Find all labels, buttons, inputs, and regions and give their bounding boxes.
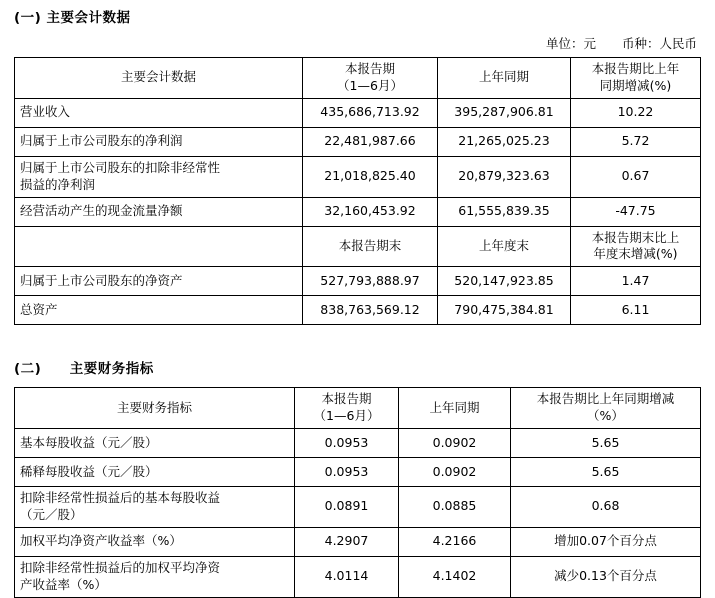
header-cell-previous-period: 上年同期 (399, 388, 511, 429)
row-label (15, 487, 295, 528)
table-subheader-row (15, 226, 701, 267)
row-previous-value: 4.2166 (399, 527, 511, 556)
table-header-row (15, 58, 701, 99)
row-change-value: 10.22 (571, 98, 701, 127)
header-current-line1: 本报告期 (344, 61, 395, 76)
main-accounting-data-table (14, 57, 701, 325)
row-current-value: 527,793,888.97 (303, 267, 438, 296)
header-cell-current-period (295, 388, 399, 429)
row-change-value: 5.65 (511, 429, 701, 458)
header-change-line1: 本报告期比上年 (591, 61, 680, 76)
subheader-change-line1: 本报告期末比上 (591, 229, 680, 245)
header-cell-change (511, 388, 701, 429)
table-row (15, 156, 701, 197)
header-current-line2: （1—6月） (313, 408, 380, 424)
row-label (15, 556, 295, 597)
row-label: 归属于上市公司股东的净资产 (15, 267, 303, 296)
row-previous-value: 61,555,839.35 (438, 197, 571, 226)
table-row (15, 98, 701, 127)
row-label-line2: 产收益率（%） (20, 576, 107, 592)
header-change-line1: 本报告期比上年同期增减 (536, 391, 675, 407)
row-label-line1: 扣除非经常性损益后的基本每股收益 (20, 490, 221, 505)
subheader-cell-period-end: 本报告期末 (303, 226, 438, 267)
row-previous-value: 4.1402 (399, 556, 511, 597)
row-label: 总资产 (15, 296, 303, 325)
row-label: 营业收入 (15, 98, 303, 127)
subheader-change-line2: 年度末增减(%) (593, 246, 678, 262)
table-row (15, 556, 701, 597)
subheader-cell-prev-year-end: 上年度末 (438, 226, 571, 267)
row-change-value: 5.65 (511, 458, 701, 487)
row-label-line1: 归属于上市公司股东的扣除非经常性 (20, 159, 221, 175)
row-current-value: 21,018,825.40 (303, 156, 438, 197)
currency-label: 币种：人民币 (621, 36, 697, 51)
unit-currency-line (0, 34, 697, 52)
table-row (15, 296, 701, 325)
row-label: 经营活动产生的现金流量净额 (15, 197, 303, 226)
row-label: 基本每股收益（元／股） (15, 429, 295, 458)
table-row (15, 527, 701, 556)
row-previous-value: 21,265,025.23 (438, 127, 571, 156)
header-cell-current-period (303, 58, 438, 99)
row-previous-value: 395,287,906.81 (438, 98, 571, 127)
row-current-value: 4.2907 (295, 527, 399, 556)
row-current-value: 22,481,987.66 (303, 127, 438, 156)
row-change-value: 1.47 (571, 267, 701, 296)
row-current-value: 838,763,569.12 (303, 296, 438, 325)
row-current-value: 435,686,713.92 (303, 98, 438, 127)
row-current-value: 4.0114 (295, 556, 399, 597)
header-current-line1: 本报告期 (321, 391, 372, 407)
row-label (15, 156, 303, 197)
row-change-value: 减少0.13个百分点 (511, 556, 701, 597)
row-previous-value: 0.0902 (399, 429, 511, 458)
table-row (15, 487, 701, 528)
row-label-line1: 扣除非经常性损益后的加权平均净资 (20, 559, 221, 575)
document-page (0, 6, 715, 592)
header-cell-metric: 主要会计数据 (15, 58, 303, 99)
row-label-line2: 损益的净利润 (20, 176, 96, 192)
section-spacer (0, 325, 715, 351)
row-current-value: 0.0891 (295, 487, 399, 528)
table-row (15, 197, 701, 226)
row-current-value: 0.0953 (295, 429, 399, 458)
row-change-value: -47.75 (571, 197, 701, 226)
row-previous-value: 0.0902 (399, 458, 511, 487)
row-change-value: 增加0.07个百分点 (511, 527, 701, 556)
header-cell-indicator: 主要财务指标 (15, 388, 295, 429)
section-1-heading: (一) 主要会计数据 (14, 10, 131, 26)
row-previous-value: 20,879,323.63 (438, 156, 571, 197)
table-row (15, 429, 701, 458)
row-change-value: 5.72 (571, 127, 701, 156)
main-financial-indicators-table (14, 387, 701, 597)
table-row (15, 267, 701, 296)
row-previous-value: 790,475,384.81 (438, 296, 571, 325)
row-change-value: 0.67 (571, 156, 701, 197)
table-header-row (15, 388, 701, 429)
row-label: 归属于上市公司股东的净利润 (15, 127, 303, 156)
section-2-title: 主要财务指标 (69, 361, 154, 378)
header-change-line2: 同期增减(%) (599, 77, 672, 93)
header-current-line2: （1—6月） (337, 77, 403, 93)
header-cell-previous-period: 上年同期 (438, 58, 571, 99)
row-previous-value: 0.0885 (399, 487, 511, 528)
header-cell-change (571, 58, 701, 99)
unit-label: 单位：元 (546, 36, 597, 51)
table-row (15, 458, 701, 487)
row-change-value: 0.68 (511, 487, 701, 528)
section-2-heading (14, 357, 715, 377)
row-change-value: 6.11 (571, 296, 701, 325)
row-current-value: 0.0953 (295, 458, 399, 487)
subheader-cell-empty (15, 226, 303, 267)
row-label: 加权平均净资产收益率（%） (15, 527, 295, 556)
row-label-line2: （元／股） (20, 506, 83, 522)
row-label: 稀释每股收益（元／股） (15, 458, 295, 487)
row-current-value: 32,160,453.92 (303, 197, 438, 226)
table-spacer (0, 377, 715, 387)
section-2-number: (二) (14, 361, 42, 378)
table-row (15, 127, 701, 156)
header-change-line2: （%） (587, 408, 624, 424)
subheader-cell-change (571, 226, 701, 267)
row-previous-value: 520,147,923.85 (438, 267, 571, 296)
